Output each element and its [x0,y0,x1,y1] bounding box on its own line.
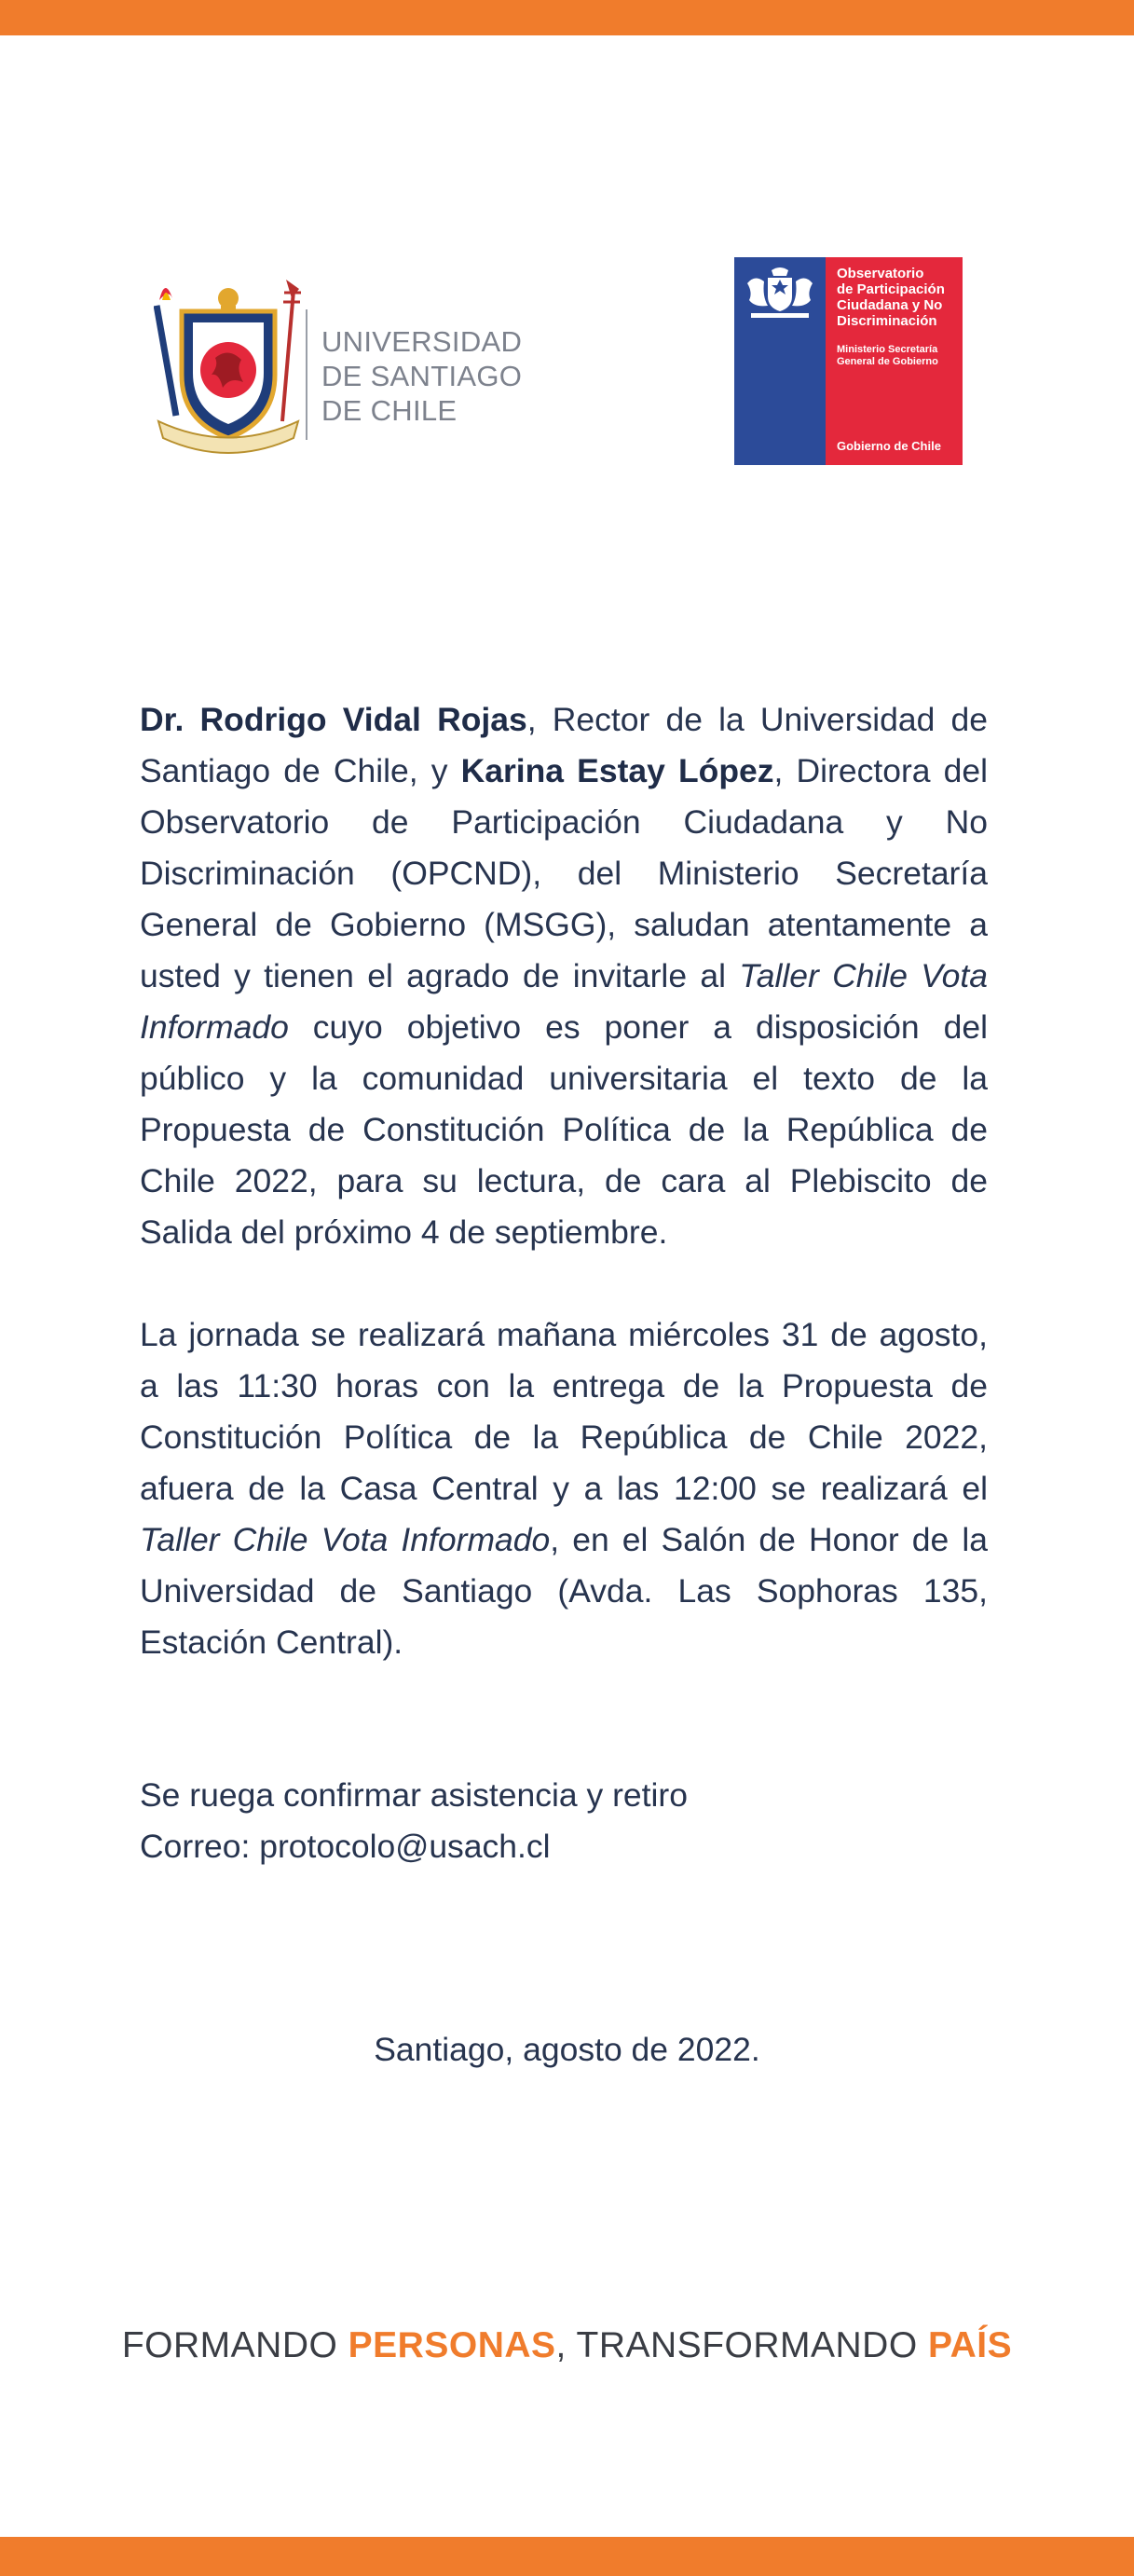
chile-coat-of-arms-icon [742,265,818,322]
observatorio-title-line: de Participación [837,281,945,297]
top-accent-bar [0,0,1134,35]
event-name: Taller Chile Vota Informado [140,1521,551,1558]
paragraph-text: , en el Salón de Honor de la Universidad de Santiago (Avda. Las Sophoras 135, Estación Central). [140,1521,988,1661]
paragraph-text: La jornada se realizará mañana miércoles 31 de agosto, a las 11:30 horas con la entrega de la Propuesta de Constitución Política de la República de Chile 2022, afuera de la Casa Central y a las 12:00 se realizará el [140,1316,988,1507]
rector-name: Dr. Rodrigo Vidal Rojas [140,701,527,738]
ministerio-line: Ministerio Secretaría [837,344,938,355]
rsvp-block [140,1770,988,1872]
paragraph-text: cuyo objetivo es poner a disposición del público y la comunidad universitaria el texto de la Propuesta de Constitución Política de la República de Chile 2022, para su lectura, de cara al Plebiscito de Salida del próximo 4 de septiembre. [140,1008,988,1251]
ministerio-line: General de Gobierno [837,356,938,367]
bottom-accent-bar [0,2537,1134,2576]
slogan-part: FORMANDO [121,2325,348,2365]
observatorio-title-line: Discriminación [837,313,937,329]
usach-name-line: UNIVERSIDAD [321,325,523,358]
slogan-part: , TRANSFORMANDO [555,2325,929,2365]
observatorio-title [837,266,960,329]
paragraph-text: , Rector de la Universidad de Santiago de Chile, y [140,701,988,789]
schedule-paragraph [140,1309,988,1668]
gobierno-logo-blue-band [734,257,826,465]
gobierno-logo [734,257,963,465]
ministerio-subtitle [837,344,938,368]
paragraph-text: , Directora del Observatorio de Participación Ciudadana y No Discriminación (OPCND), del Ministerio Secretaría General de Gobierno (MSGG), saludan atentamente a usted y tienen el agrado de invitarle al [140,752,988,994]
rsvp-line: Se ruega confirmar asistencia y retiro [140,1776,688,1814]
slogan [0,2325,1134,2366]
invitation-paragraph [140,694,988,1258]
usach-logo [154,272,526,459]
place-date: Santiago, agosto de 2022. [374,2031,760,2068]
usach-name-line: DE SANTIAGO [321,360,523,392]
observatorio-title-line: Observatorio [837,266,924,281]
slogan-highlight: PERSONAS [348,2325,556,2365]
event-name: Taller Chile Vota Informado [140,957,989,1046]
slogan-highlight: PAÍS [928,2325,1013,2365]
contact-email: Correo: protocolo@usach.cl [140,1828,551,1865]
usach-name-line: DE CHILE [321,394,458,427]
gobierno-de-chile-label: Gobierno de Chile [837,439,941,453]
usach-crest-icon [154,272,303,459]
director-name: Karina Estay López [460,752,774,789]
observatorio-title-line: Ciudadana y No [837,297,943,313]
usach-logo-divider [306,309,307,440]
usach-wordmark [321,324,522,428]
